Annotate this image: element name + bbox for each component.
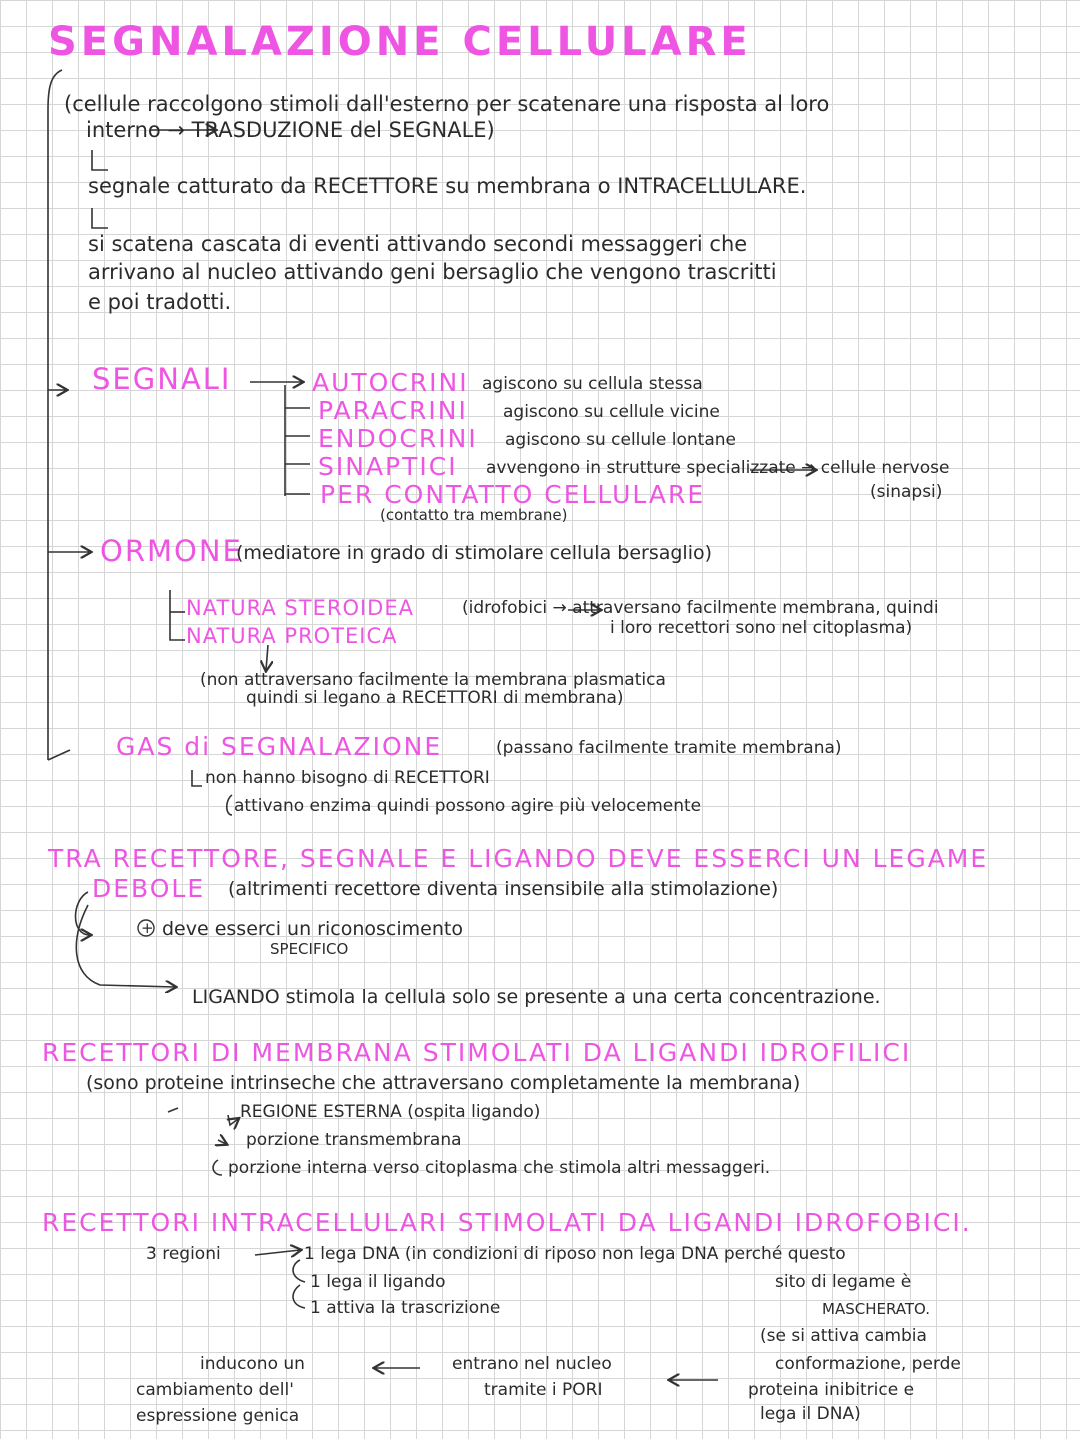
gas-heading: GAS di SEGNALAZIONE: [116, 732, 443, 761]
intro-line-2: interno → TRASDUZIONE del SEGNALE): [86, 118, 495, 142]
intracellulari-regioni: 3 regioni: [146, 1244, 221, 1264]
intracellulari-heading: RECETTORI INTRACELLULARI STIMOLATI DA LIGANDI IDROFOBICI.: [42, 1208, 972, 1237]
segnale-endocrini: ENDOCRINI: [318, 424, 478, 453]
sito-line-5: proteina inibitrice e: [748, 1380, 915, 1400]
sito-line-1: sito di legame è: [775, 1272, 912, 1292]
inducono-line-3: espressione genica: [136, 1406, 300, 1426]
legame-point-1b: SPECIFICO: [270, 940, 349, 958]
nucleo-line-1: entrano nel nucleo: [452, 1354, 612, 1374]
segnale-contatto: PER CONTATTO CELLULARE: [320, 480, 706, 509]
sito-line-3: (se si attiva cambia: [760, 1326, 927, 1346]
legame-heading-2: DEBOLE: [92, 874, 206, 903]
segnale-contatto-desc: (contatto tra membrane): [380, 506, 568, 524]
segnale-autocrini-desc: agiscono su cellula stessa: [482, 374, 703, 394]
segnali-heading: SEGNALI: [92, 362, 232, 396]
segnale-autocrini: AUTOCRINI: [312, 368, 469, 397]
nucleo-line-2: tramite i PORI: [484, 1380, 603, 1400]
membrana-r1: REGIONE ESTERNA (ospita ligando): [240, 1102, 541, 1122]
sinapsi-note: (sinapsi): [870, 482, 943, 502]
legame-point-1: deve esserci un riconoscimento: [162, 918, 463, 940]
segnale-paracrini-desc: agiscono su cellule vicine: [503, 402, 720, 422]
natura-proteica: NATURA PROTEICA: [186, 624, 398, 648]
page-title: SEGNALAZIONE CELLULARE: [48, 19, 752, 65]
gas-line-2: attivano enzima quindi possono agire più velocemente: [234, 796, 702, 816]
intro-line-1: (cellule raccolgono stimoli dall'esterno per scatenare una risposta al loro: [64, 92, 830, 116]
proteica-desc-1: (non attraversano facilmente la membrana plasmatica: [200, 670, 666, 690]
ormone-desc: (mediatore in grado di stimolare cellula bersaglio): [236, 542, 713, 564]
natura-steroidea: NATURA STEROIDEA: [186, 596, 414, 620]
membrana-desc: (sono proteine intrinseche che attraversano completamente la membrana): [86, 1072, 801, 1094]
inducono-line-1: inducono un: [200, 1354, 305, 1374]
intracellulari-r1: 1 lega DNA (in condizioni di riposo non lega DNA perché questo: [304, 1244, 846, 1264]
segnale-sinaptici: SINAPTICI: [318, 452, 458, 481]
segnale-paracrini: PARACRINI: [318, 396, 468, 425]
steroidea-desc-2: i loro recettori sono nel citoplasma): [610, 618, 913, 638]
inducono-line-2: cambiamento dell': [136, 1380, 294, 1400]
gas-desc: (passano facilmente tramite membrana): [496, 738, 842, 758]
membrana-r2: porzione transmembrana: [246, 1130, 462, 1150]
intro-line-4: si scatena cascata di eventi attivando secondi messaggeri che: [88, 232, 748, 256]
sito-line-6: lega il DNA): [760, 1404, 861, 1424]
gas-line-1: non hanno bisogno di RECETTORI: [205, 768, 490, 788]
segnale-sinaptici-desc: avvengono in strutture specializzate → cellule nervose: [486, 458, 950, 478]
intro-line-5: arrivano al nucleo attivando geni bersaglio che vengono trascritti: [88, 260, 777, 284]
intro-line-3: segnale catturato da RECETTORE su membrana o INTRACELLULARE.: [88, 174, 807, 198]
plus-sign: +: [141, 919, 154, 937]
ormone-heading: ORMONE: [100, 534, 243, 568]
legame-heading-1: TRA RECETTORE, SEGNALE E LIGANDO DEVE ESSERCI UN LEGAME: [48, 844, 989, 873]
legame-desc: (altrimenti recettore diventa insensibile alla stimolazione): [228, 878, 779, 900]
legame-point-2: LIGANDO stimola la cellula solo se presente a una certa concentrazione.: [192, 986, 881, 1008]
intracellulari-r3: 1 attiva la trascrizione: [310, 1298, 501, 1318]
intracellulari-r2: 1 lega il ligando: [310, 1272, 446, 1292]
intro-line-6: e poi tradotti.: [88, 290, 232, 314]
steroidea-desc-1: (idrofobici → attraversano facilmente membrana, quindi: [462, 598, 939, 618]
sito-line-2: MASCHERATO.: [822, 1300, 930, 1318]
membrana-r3: porzione interna verso citoplasma che stimola altri messaggeri.: [228, 1158, 771, 1178]
sito-line-4: conformazione, perde: [775, 1354, 961, 1374]
segnale-endocrini-desc: agiscono su cellule lontane: [505, 430, 736, 450]
proteica-desc-2: quindi si legano a RECETTORI di membrana): [246, 688, 624, 708]
membrana-heading: RECETTORI DI MEMBRANA STIMOLATI DA LIGANDI IDROFILICI: [42, 1038, 912, 1067]
